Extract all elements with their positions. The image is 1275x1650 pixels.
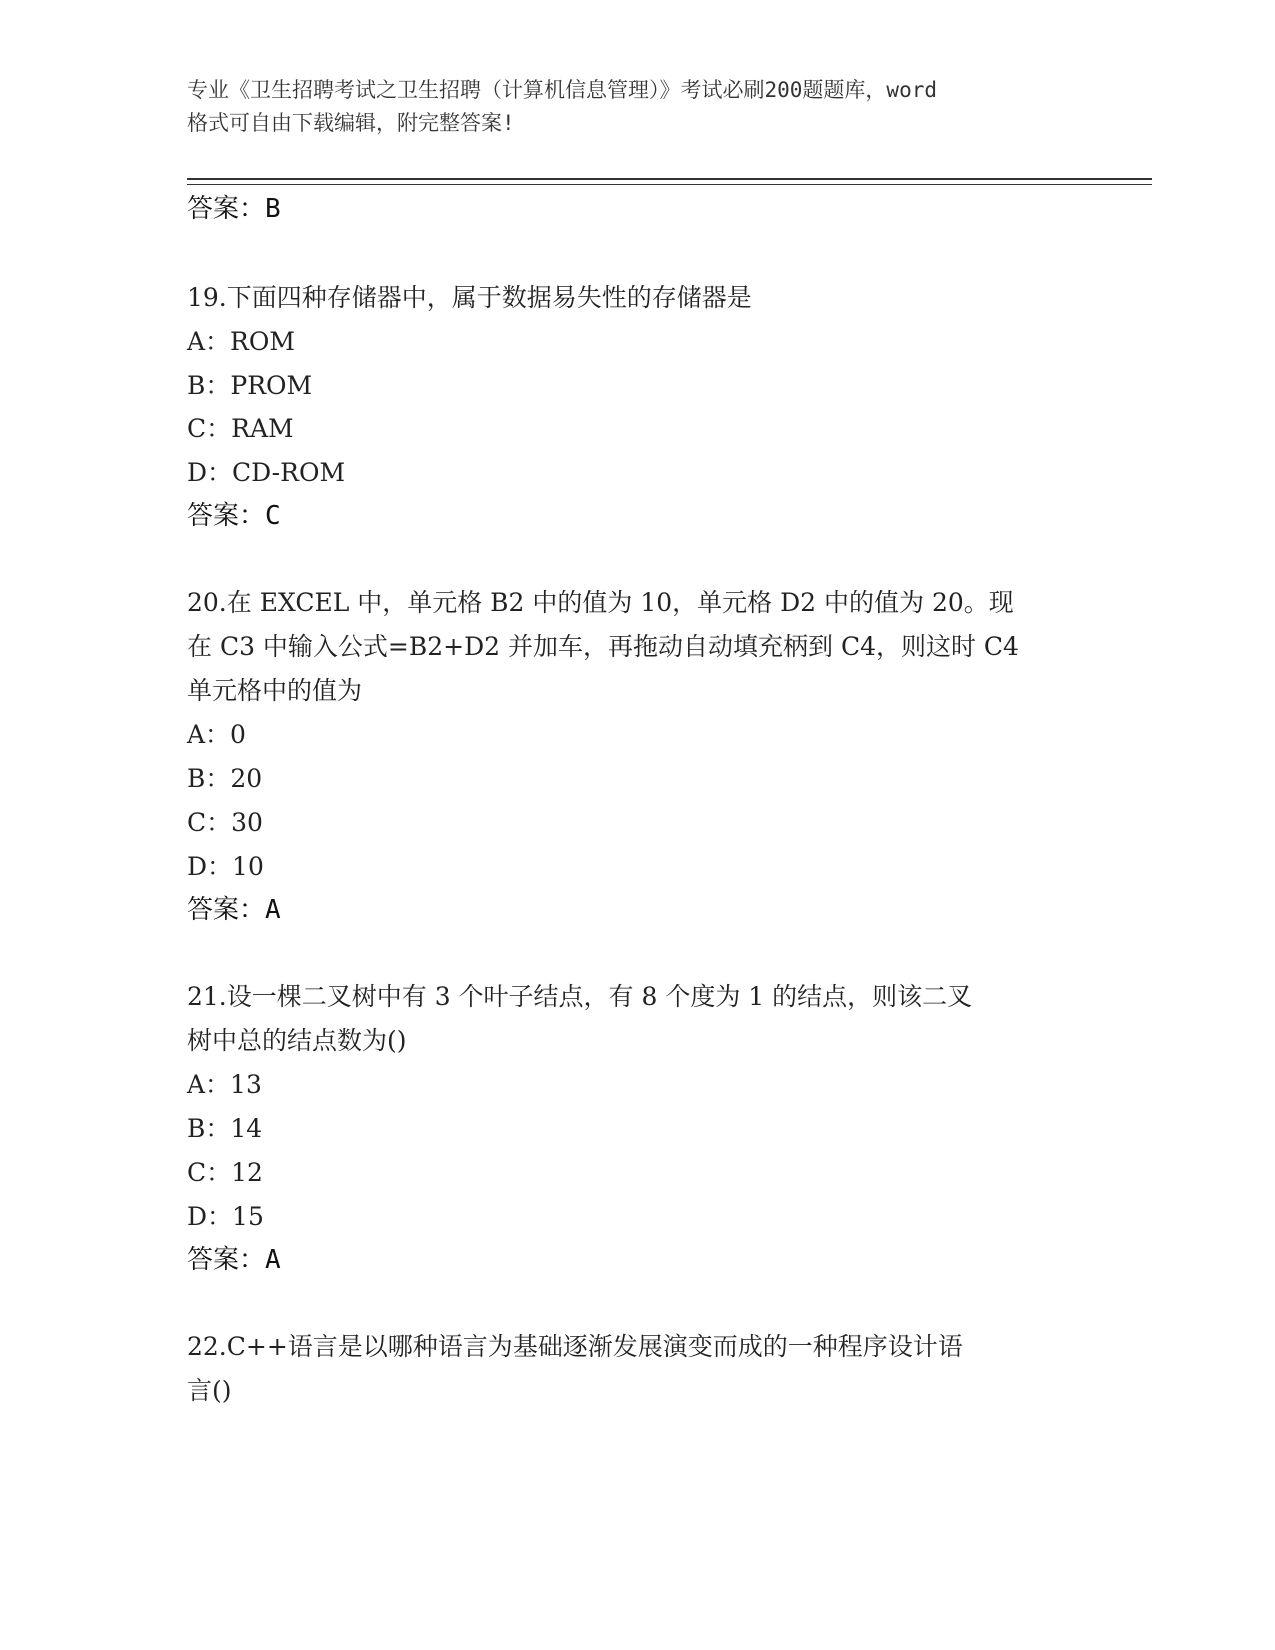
q19-answer: 答案：C [187,501,281,531]
q20-text-line-2: 在 C3 中输入公式=B2+D2 并加车，再拖动自动填充柄到 C4，则这时 C4 [187,632,1019,661]
prev-answer: 答案：B [187,194,281,224]
q20-answer: 答案：A [187,895,281,925]
q19-option-a: A：ROM [187,327,295,356]
q19-option-c: C：RAM [187,414,294,443]
q19-option-b: B：PROM [187,371,313,400]
q21-option-c: C：12 [187,1158,263,1187]
header-rule-thick [187,178,1152,180]
q21-option-d: D：15 [187,1202,264,1231]
header-line-2: 格式可自由下载编辑，附完整答案! [187,111,515,135]
q21-option-b: B：14 [187,1114,263,1143]
q19-option-d: D：CD-ROM [187,458,346,487]
q20-option-a: A：0 [187,720,246,749]
document-header [187,74,1087,140]
q20-option-b: B：20 [187,764,263,793]
q20-option-c: C：30 [187,808,263,837]
q21-text-line-1: 21.设一棵二叉树中有 3 个叶子结点，有 8 个度为 1 的结点，则该二叉 [187,982,973,1011]
q20-text-line-3: 单元格中的值为 [187,676,363,705]
q22-text-line-2: 言() [187,1376,232,1405]
q21-option-a: A：13 [187,1070,262,1099]
q19-text: 19.下面四种存储器中，属于数据易失性的存储器是 [187,283,752,312]
q20-text-line-1: 20.在 EXCEL 中，单元格 B2 中的值为 10，单元格 D2 中的值为 20。现 [187,588,1014,617]
q20-option-d: D：10 [187,852,264,881]
q21-answer: 答案：A [187,1245,281,1275]
header-rule-thin [187,184,1152,185]
header-line-1: 专业《卫生招聘考试之卫生招聘（计算机信息管理）》考试必刷200题题库，word [187,78,937,102]
q22-text-line-1: 22.C++语言是以哪种语言为基础逐渐发展演变而成的一种程序设计语 [187,1332,963,1361]
q21-text-line-2: 树中总的结点数为() [187,1026,407,1055]
